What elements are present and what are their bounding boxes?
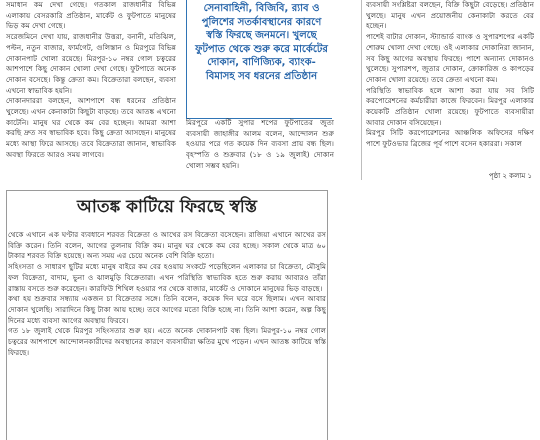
middle-paragraph: মিরপুরে একটি সুপার শপের ফুটপাতের জুতা ব্যবসায়ী জাহাঙ্গীর আলম বলেন, আন্দোলন শুরু হওয়ার পরে গত কয়েক দিন ব্যবসা প্রায় বন্ধ ছিল। বৃহস্পতি ও শুক্রবার (১৮ ও ১৯ জুলাই) দোকান খোলা সম্ভব হয়নি। [186,118,334,170]
continued-page-reference: পৃষ্ঠা ২ কলাম ১ [488,172,532,180]
right-paragraph: পরিস্থিতি স্বাভাবিক হলে আশা করা যায় সব সিটি করপোরেশনের কর্মচারীরা কাজে ফিরবেন। মিরপুর এলাকার কয়েকটি প্রতিষ্ঠান খোলা রয়েছে। ফুটপাতে ব্যবসায়ীরা আবার দোকান বসিয়েছেন। [366,85,534,127]
column-divider [361,0,362,180]
right-paragraph: পাশেই বাটার দোকান, স্ট্যান্ডার্ড ব্যাংক ও সুপারশপের একটি শোরুম খোলা দেখা গেছে। ওই এলাকার দোকানিরা জানান, সব কিছু আগের অবস্থায় ফিরছে। পাশে অন্যান্য দোকানও খুলেছে। সুপারশপ, জুতার দোকান, ক্রোকারিজ ও কাপড়ের দোকান খোলা রয়েছে। তবে ক্রেতা এখনো কম। [366,32,534,84]
bottom-article-body [8,230,326,440]
right-article-column [366,0,534,184]
left-paragraph: সরেজমিনে দেখা যায়, রাজধানীর উত্তরা, বনানী, মতিঝিল, পল্টন, নতুন বাজার, ফার্মগেট, গুলিস্তান ও মিরপুরে বিভিন্ন দোকানপাট খোলা রয়েছে। মিরপুর-১০ নম্বর গোল চত্বরের আশপাশে কিছু দোকান খোলা দেখা গেছে। ফুটপাতে অনেক দোকান বসেছে। কিন্তু ক্রেতা কম। বিক্রেতারা বলছেন, ব্যবসা এখনো স্বাভাবিক হয়নি। [6,32,176,95]
pull-quote-box [186,0,334,118]
bottom-article-headline: আতঙ্ক কাটিয়ে ফিরছে স্বস্তি [77,197,257,217]
left-paragraph: দোকানদাররা বলছেন, আশপাশে বন্ধ ধরনের প্রতিষ্ঠান খুলেছে। এখন কেনাকাটা কিছুটা বাড়ছে। তবে আতঙ্ক এখনো কাটেনি। মানুষ ঘর থেকে কম বের হচ্ছেন। আমরা আশা করছি দ্রুত সব স্বাভাবিক হবে। কিছু ক্রেতা আসছেন। মানুষের মধ্যে আস্থা ফিরে আসছে। তবে বিক্রেতারা জানান, স্বাভাবিক অবস্থা ফিরতে আরও সময় লাগবে। [6,96,176,159]
bottom-paragraph: গত ১৮ জুলাই থেকে মিরপুর সহিংসতার শুরু হয়। এতে অনেক দোকানপাট বন্ধ ছিল। মিরপুর-১০ নম্বর গোল চত্বরের আশপাশে আন্দোলনকারীদের অবস্থানের কারণে ব্যবসায়ীরা ক্ষতির মুখে পড়েন। এখন আতঙ্ক কাটিয়ে স্বস্তি ফিরছে। [8,326,326,357]
middle-article-column [186,118,334,178]
left-paragraph: সমাধান কম দেখা গেছে। গতকাল রাজধানীর বিভিন্ন এলাকায় বেসরকারি প্রতিষ্ঠান, মার্কেট ও ফুটপাতে মানুষের ভিড় কম দেখা গেছে। [6,0,176,31]
right-paragraph: মিরপুর সিটি করপোরেশনের আঞ্চলিক অফিসের দক্ষিণ পাশে ফুটওভার ব্রিজের পূর্ব পাশে বসেন হকাররা। সকাল [366,128,534,149]
bottom-paragraph: কথা হয় শুক্রবার সন্ধ্যায় একজন চা বিক্রেতার সঙ্গে। তিনি বলেন, কয়েক দিন ঘরে বসে ছিলাম। এখন আবার দোকান খুলেছি। সারাদিনে কিছু টাকা আয় হচ্ছে। তবে আগের মতো বিক্রি হচ্ছে না। তিনি আশা করেন, অল্প কিছু দিনের মধ্যে ব্যবসা আগের অবস্থায় ফিরবে। [8,294,326,325]
bottom-paragraph: থেকে এখানে এক ঘণ্টার ব্যবধানে শরবত বিক্রেতা ও আখের রস বিক্রেতা বসেছেন। রাজিয়া এখানে আখের রস বিক্রি করেন। তিনি বলেন, আগের তুলনায় বিক্রি কম। মানুষ ঘর থেকে কম বের হচ্ছে। সকাল থেকে মাত্র ৬০ টাকার শরবত বিক্রি হয়েছে। অন্য সময় এর চেয়ে অনেক বেশি বিক্রি হতো। [8,230,326,261]
pull-quote-text: সেনাবাহিনী, বিজিবি, র‍্যাব ও পুলিশের সতর্কাবস্থানের কারণে স্বস্তি ফিরছে জনমনে। খুলছে ফুটপাত থেকে শুরু করে মার্কেটের দোকান, বাণিজ্যিক, ব্যাংক-বিমাসহ সব ধরনের প্রতিষ্ঠান [195,3,328,82]
right-paragraph: ব্যবসায়ী সংশ্লিষ্টরা বলছেন, বিক্রি কিছুটা বেড়েছে। প্রতিষ্ঠান খুলছে। মানুষ এখন প্রয়োজনীয় কেনাকাটা করতে বের হচ্ছেন। [366,0,534,31]
left-article-column [6,0,176,184]
bottom-paragraph: সহিংসতা ও সাধারণ ছুটির মধ্যে মানুষ বাইরে কম বের হওয়ায় সংকটে পড়েছিলেন এলাকার চা বিক্রেতা, মৌসুমি ফল বিক্রেতা, বাদাম, ভুনা ও ঝালমুড়ি বিক্রেতারা। এখন পরিস্থিতি স্বাভাবিক হতে শুরু করায় আবারও তাঁরা রাস্তায় বসতে শুরু করেছেন। কারফিউ শিথিল হওয়ার পর থেকে বাজার, মার্কেট ও দোকানে মানুষের ভিড় বাড়ছে। [8,262,326,293]
